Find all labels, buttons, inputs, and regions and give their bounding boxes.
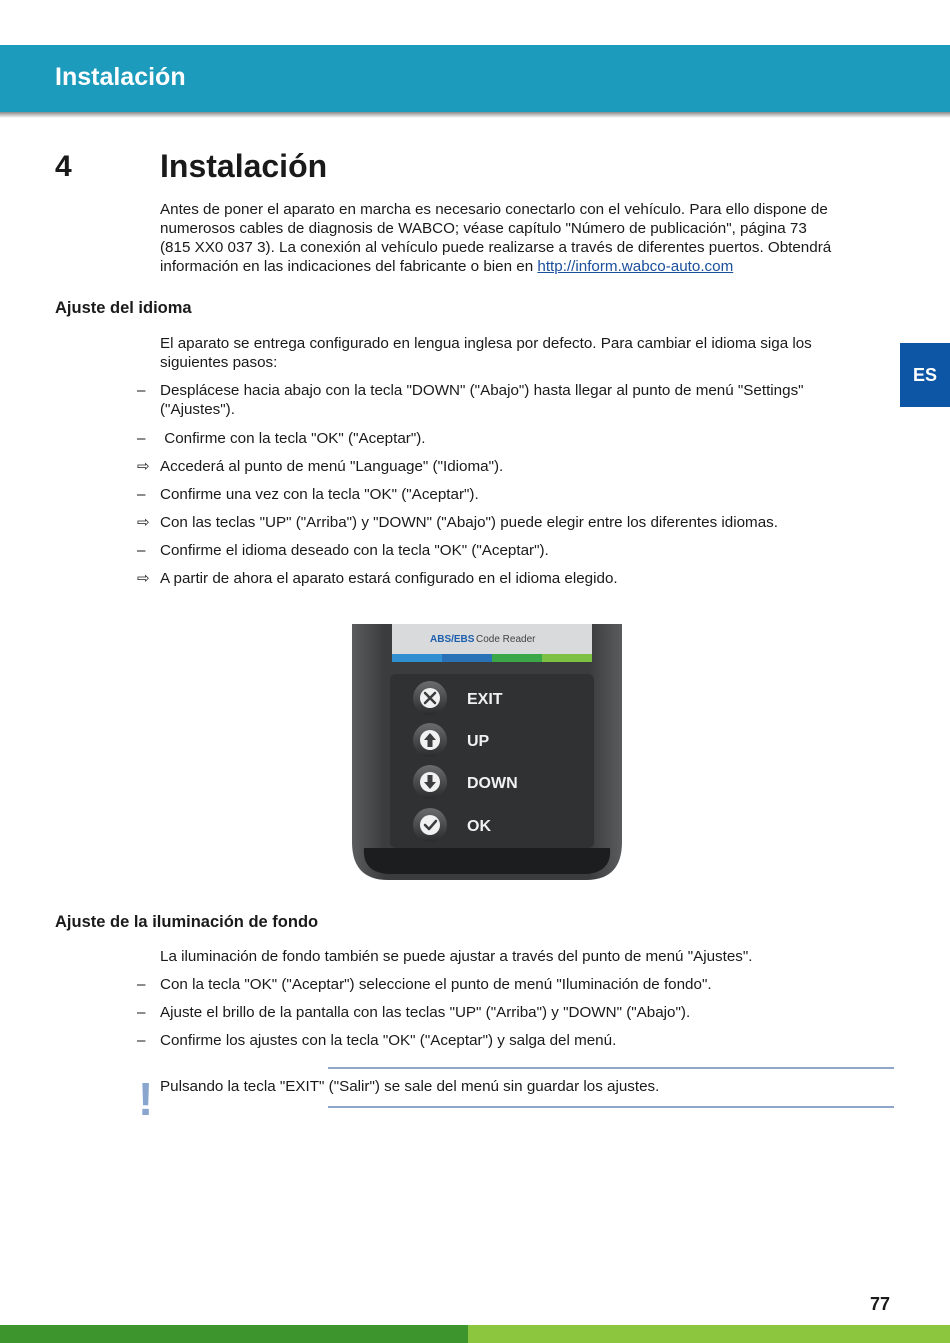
- result-arrow-icon: ⇨: [137, 458, 150, 475]
- dash-marker: –: [137, 1004, 146, 1021]
- step-text: Confirme una vez con la tecla "OK" ("Aceptar").: [160, 486, 479, 503]
- code-reader-device-svg: [350, 624, 624, 882]
- backlight-heading: Ajuste de la iluminación de fondo: [55, 913, 319, 931]
- step-text: Con las teclas "UP" ("Arriba") y "DOWN" ("Abajo") puede elegir entre los diferentes idiomas.: [160, 514, 778, 531]
- intro-line-prefix: información en las indicaciones del fabricante o bien en: [160, 258, 538, 275]
- down-label: DOWN: [467, 775, 518, 792]
- note-bottom-rule: [328, 1106, 894, 1108]
- header-shadow: [0, 112, 950, 118]
- dash-marker: –: [137, 382, 146, 399]
- dash-marker: –: [137, 486, 146, 503]
- note-text: Pulsando la tecla "EXIT" ("Salir") se sale del menú sin guardar los ajustes.: [160, 1078, 660, 1095]
- intro-line: (815 XX0 037 3). La conexión al vehículo puede realizarse a través de diferentes puertos. Obtendrá: [160, 239, 832, 256]
- language-tab[interactable]: ES: [900, 343, 950, 407]
- exit-label: EXIT: [467, 691, 503, 708]
- intro-paragraph: [160, 200, 880, 276]
- language-heading: Ajuste del idioma: [55, 299, 192, 317]
- footer-bar-light: [468, 1325, 950, 1343]
- chapter-title: Instalación: [160, 148, 328, 184]
- check-icon: [420, 815, 440, 835]
- step-text: ("Ajustes").: [160, 401, 235, 418]
- dash-marker: –: [137, 976, 146, 993]
- code-reader-device-image: [350, 624, 624, 887]
- step-text: A partir de ahora el aparato estará configurado en el idioma elegido.: [160, 570, 618, 587]
- intro-line: [160, 257, 880, 276]
- ok-label: OK: [467, 818, 491, 835]
- language-intro-line: siguientes pasos:: [160, 354, 278, 371]
- step-text: Con la tecla "OK" ("Aceptar") seleccione el punto de menú "Iluminación de fondo".: [160, 976, 712, 993]
- chapter-number: 4: [55, 150, 72, 183]
- page-number: 77: [870, 1294, 891, 1314]
- step-text: Confirme con la tecla "OK" ("Aceptar").: [160, 430, 426, 447]
- footer-bar-dark: [0, 1325, 468, 1343]
- dash-marker: –: [137, 1032, 146, 1049]
- warning-exclamation-icon: !: [138, 1073, 154, 1125]
- backlight-intro: La iluminación de fondo también se puede ajustar a través del punto de menú "Ajustes".: [160, 948, 753, 965]
- language-intro-line: El aparato se entrega configurado en lengua inglesa por defecto. Para cambiar el idioma siga los: [160, 335, 812, 352]
- language-intro: [160, 334, 880, 372]
- dash-marker: –: [137, 542, 146, 559]
- step-text: Desplácese hacia abajo con la tecla "DOWN" ("Abajo") hasta llegar al punto de menú "Settings": [160, 382, 804, 399]
- wabco-link[interactable]: http://inform.wabco-auto.com: [537, 258, 734, 275]
- step-text: Confirme los ajustes con la tecla "OK" ("Aceptar") y salga del menú.: [160, 1032, 617, 1049]
- step-text: Ajuste el brillo de la pantalla con las teclas "UP" ("Arriba") y "DOWN" ("Abajo").: [160, 1004, 691, 1021]
- up-label: UP: [467, 733, 490, 750]
- step-text: Accederá al punto de menú "Language" ("Idioma").: [160, 458, 504, 475]
- intro-line: numerosos cables de diagnosis de WABCO; véase capítulo "Número de publicación", página 73: [160, 220, 807, 237]
- device-screen-brand: ABS/EBS: [430, 634, 475, 645]
- dash-marker: –: [137, 430, 146, 447]
- note-top-rule: [328, 1067, 894, 1069]
- result-arrow-icon: ⇨: [137, 514, 150, 531]
- device-screen-title: Code Reader: [476, 634, 536, 645]
- result-arrow-icon: ⇨: [137, 570, 150, 587]
- intro-line: Antes de poner el aparato en marcha es necesario conectarlo con el vehículo. Para ello dispone de: [160, 201, 828, 218]
- step-text: Confirme el idioma deseado con la tecla "OK" ("Aceptar").: [160, 542, 549, 559]
- header-title: Instalación: [55, 63, 186, 91]
